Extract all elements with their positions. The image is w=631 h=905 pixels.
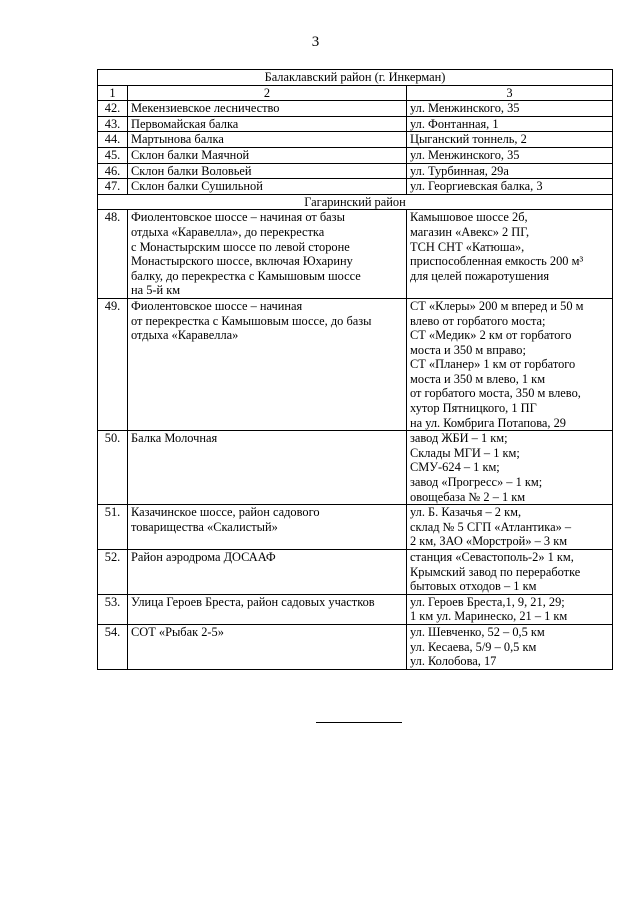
table-body bbox=[98, 70, 613, 670]
table-row bbox=[98, 163, 613, 179]
water-source-line: ул. Шевченко, 52 – 0,5 км bbox=[410, 624, 545, 639]
water-source-line: моста и 350 м влево, 1 км bbox=[410, 371, 546, 386]
location-line: Балка Молочная bbox=[131, 431, 218, 446]
location-line: с Монастырским шоссе по левой стороне bbox=[131, 239, 350, 254]
water-source-line: ул. Колобова, 17 bbox=[410, 654, 497, 669]
water-source-cell bbox=[407, 132, 613, 148]
row-number: 44. bbox=[98, 132, 128, 148]
location-line: Склон балки Маячной bbox=[131, 147, 250, 162]
water-source-line: хутор Пятницкого, 1 ПГ bbox=[410, 401, 537, 416]
column-number: 1 bbox=[98, 85, 128, 101]
location-cell bbox=[128, 147, 407, 163]
water-source-line: Склады МГИ – 1 км; bbox=[410, 445, 520, 460]
location-line: Район аэродрома ДОСААФ bbox=[131, 550, 276, 564]
location-line: СОТ «Рыбак 2-5» bbox=[131, 624, 224, 639]
location-cell bbox=[128, 624, 407, 669]
location-line: Мекензиевское лесничество bbox=[131, 101, 280, 116]
table-row bbox=[98, 116, 613, 132]
water-source-line: 1 км ул. Маринеско, 21 – 1 км bbox=[410, 609, 568, 624]
district-heading-row bbox=[98, 194, 613, 210]
water-source-line: ТСН СНТ «Катюша», bbox=[410, 239, 525, 254]
table-row bbox=[98, 147, 613, 163]
location-cell bbox=[128, 594, 407, 624]
location-cell bbox=[128, 298, 407, 430]
location-line: Казачинское шоссе, район садового bbox=[131, 505, 320, 520]
location-line: Монастырского шоссе, включая Юхарину bbox=[131, 254, 353, 269]
location-cell bbox=[128, 505, 407, 550]
row-number: 54. bbox=[98, 624, 128, 669]
water-source-line: от горбатого моста, 350 м влево, bbox=[410, 386, 581, 401]
table-row bbox=[98, 505, 613, 550]
location-line: Улица Героев Бреста, район садовых участков bbox=[131, 594, 375, 609]
water-source-line: моста и 350 м вправо; bbox=[410, 342, 526, 357]
row-number: 53. bbox=[98, 594, 128, 624]
row-number: 50. bbox=[98, 431, 128, 505]
location-line: Склон балки Воловьей bbox=[131, 163, 252, 178]
water-source-cell bbox=[407, 594, 613, 624]
column-number: 3 bbox=[407, 85, 613, 101]
location-line: отдыха «Каравелла», до перекрестка bbox=[131, 224, 325, 239]
water-source-line: СТ «Медик» 2 км от горбатого bbox=[410, 328, 572, 343]
district-heading-row bbox=[98, 70, 613, 86]
water-source-line: станция «Севастополь-2» 1 км, bbox=[410, 550, 574, 564]
table-row bbox=[98, 550, 613, 595]
location-line: балку, до перекрестка с Камышовым шоссе bbox=[131, 268, 361, 283]
row-number: 43. bbox=[98, 116, 128, 132]
water-source-cell bbox=[407, 116, 613, 132]
water-source-line: ул. Героев Бреста,1, 9, 21, 29; bbox=[410, 594, 565, 609]
row-number: 52. bbox=[98, 550, 128, 595]
location-line: отдыха «Каравелла» bbox=[131, 328, 239, 343]
table-row bbox=[98, 101, 613, 117]
water-source-line: ул. Фонтанная, 1 bbox=[410, 116, 499, 131]
location-line: на 5-й км bbox=[131, 283, 181, 298]
water-source-line: приспособленная емкость 200 м³ bbox=[410, 254, 584, 269]
location-line: товарищества «Скалистый» bbox=[131, 519, 278, 534]
water-source-cell bbox=[407, 101, 613, 117]
location-line: Фиолентовское шоссе – начиная от базы bbox=[131, 210, 345, 225]
location-cell bbox=[128, 132, 407, 148]
location-line: Склон балки Сушильной bbox=[131, 179, 263, 194]
water-source-line: завод ЖБИ – 1 км; bbox=[410, 431, 508, 446]
location-cell bbox=[128, 431, 407, 505]
water-source-line: ул. Менжинского, 35 bbox=[410, 147, 520, 162]
water-source-line: ул. Б. Казачья – 2 км, bbox=[410, 505, 522, 520]
row-number: 51. bbox=[98, 505, 128, 550]
water-source-cell bbox=[407, 431, 613, 505]
table-row bbox=[98, 431, 613, 505]
table-row bbox=[98, 594, 613, 624]
row-number: 46. bbox=[98, 163, 128, 179]
water-source-cell bbox=[407, 163, 613, 179]
water-source-cell bbox=[407, 210, 613, 299]
water-source-line: овощебаза № 2 – 1 км bbox=[410, 489, 526, 504]
location-cell bbox=[128, 116, 407, 132]
location-line: Фиолентовское шоссе – начиная bbox=[131, 298, 303, 313]
row-number: 48. bbox=[98, 210, 128, 299]
location-cell bbox=[128, 163, 407, 179]
water-source-cell bbox=[407, 179, 613, 195]
location-cell bbox=[128, 210, 407, 299]
water-source-line: магазин «Авекс» 2 ПГ, bbox=[410, 224, 530, 239]
water-source-line: Цыганский тоннель, 2 bbox=[410, 132, 527, 147]
water-source-line: на ул. Комбрига Потапова, 29 bbox=[410, 415, 566, 430]
water-source-line: СТ «Планер» 1 км от горбатого bbox=[410, 357, 576, 372]
location-line: от перекрестка с Камышовым шоссе, до базы bbox=[131, 313, 372, 328]
row-number: 47. bbox=[98, 179, 128, 195]
water-source-line: СМУ-624 – 1 км; bbox=[410, 460, 500, 475]
water-source-line: ул. Менжинского, 35 bbox=[410, 101, 520, 116]
water-source-cell bbox=[407, 298, 613, 430]
water-source-line: бытовых отходов – 1 км bbox=[410, 579, 537, 594]
location-cell bbox=[128, 101, 407, 117]
water-source-cell bbox=[407, 147, 613, 163]
row-number: 45. bbox=[98, 147, 128, 163]
district-heading: Гагаринский район bbox=[98, 194, 613, 210]
water-source-cell bbox=[407, 550, 613, 595]
location-line: Первомайская балка bbox=[131, 116, 239, 131]
water-source-line: завод «Прогресс» – 1 км; bbox=[410, 475, 543, 490]
table-row bbox=[98, 179, 613, 195]
water-source-cell bbox=[407, 505, 613, 550]
water-source-line: 2 км, ЗАО «Морстрой» – 3 км bbox=[410, 534, 568, 549]
table-row bbox=[98, 210, 613, 299]
column-number: 2 bbox=[128, 85, 407, 101]
water-source-line: для целей пожаротушения bbox=[410, 268, 550, 283]
district-heading: Балаклавский район (г. Инкерман) bbox=[98, 70, 613, 86]
water-source-line: склад № 5 СГП «Атлантика» – bbox=[410, 519, 572, 534]
water-source-cell bbox=[407, 624, 613, 669]
water-source-line: ул. Георгиевская балка, 3 bbox=[410, 179, 543, 194]
water-source-line: ул. Турбинная, 29а bbox=[410, 163, 509, 178]
location-cell bbox=[128, 550, 407, 595]
footer-rule bbox=[316, 722, 402, 723]
location-line: Мартынова балка bbox=[131, 132, 224, 147]
water-source-line: Крымский завод по переработке bbox=[410, 564, 581, 579]
water-source-line: Камышовое шоссе 2б, bbox=[410, 210, 528, 225]
row-number: 49. bbox=[98, 298, 128, 430]
table-row bbox=[98, 132, 613, 148]
table-row bbox=[98, 298, 613, 430]
column-number-row bbox=[98, 85, 613, 101]
water-source-line: СТ «Клеры» 200 м вперед и 50 м bbox=[410, 298, 584, 313]
table-row bbox=[98, 624, 613, 669]
water-source-line: влево от горбатого моста; bbox=[410, 313, 546, 328]
location-cell bbox=[128, 179, 407, 195]
page-number: 3 bbox=[311, 34, 320, 50]
fire-water-sources-table bbox=[97, 69, 613, 670]
row-number: 42. bbox=[98, 101, 128, 117]
water-source-line: ул. Кесаева, 5/9 – 0,5 км bbox=[410, 639, 537, 654]
